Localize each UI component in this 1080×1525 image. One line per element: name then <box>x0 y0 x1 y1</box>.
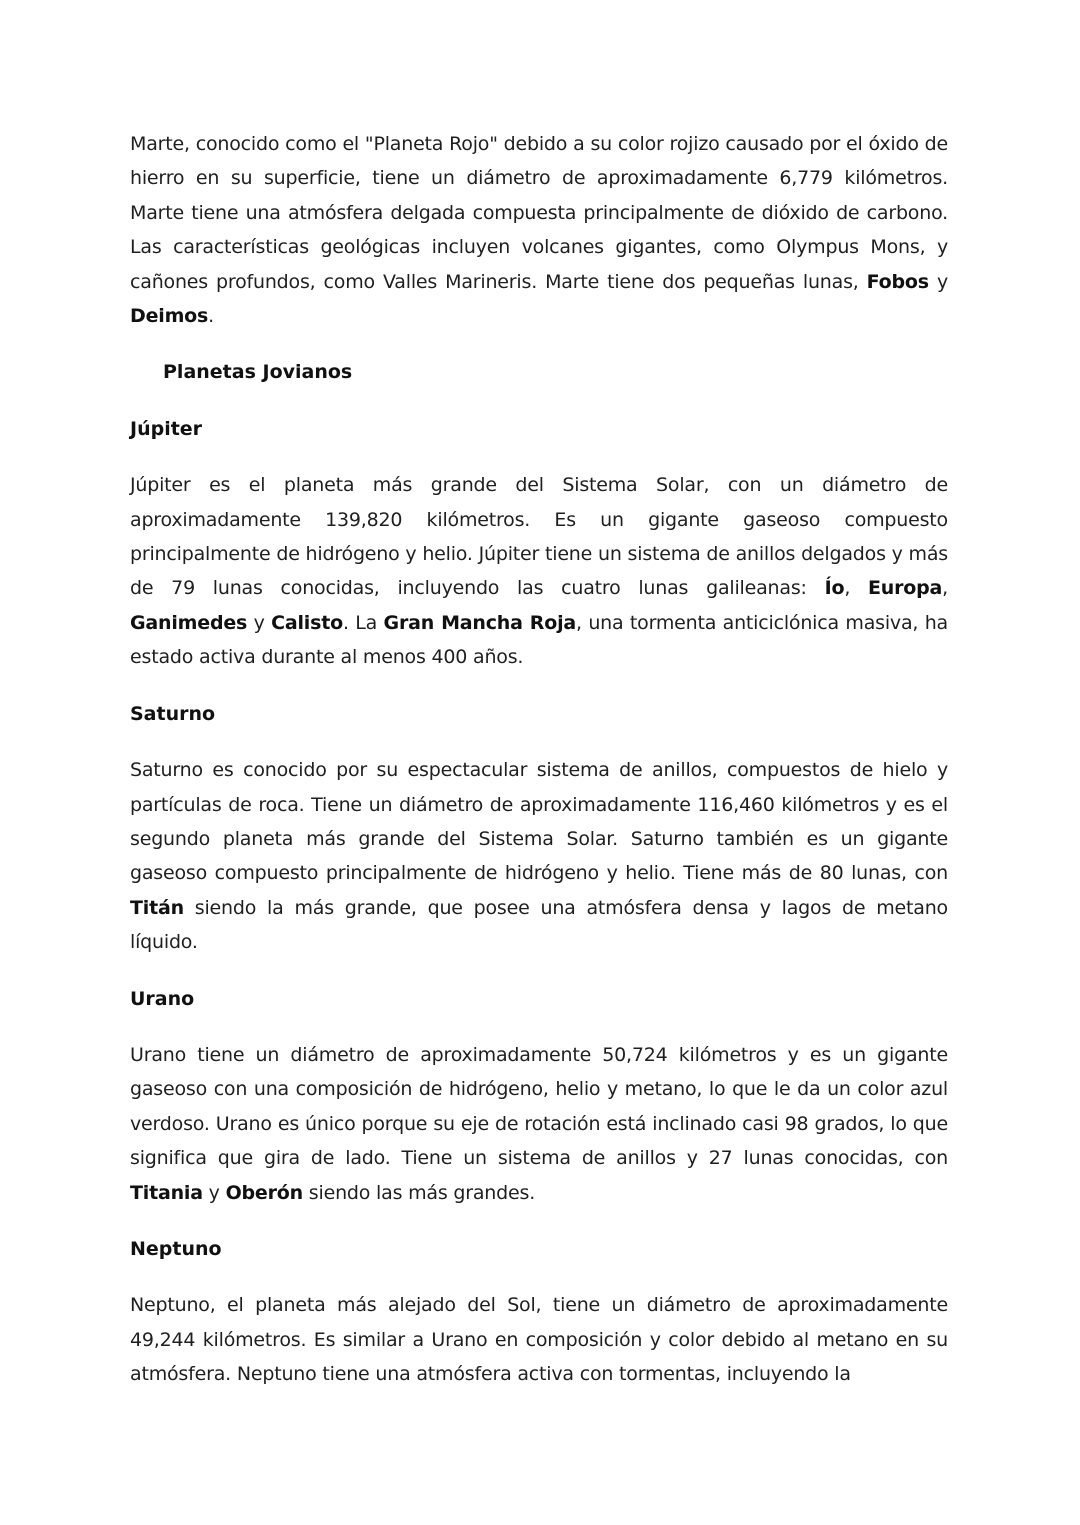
moon-io: Ío <box>824 577 845 600</box>
jupiter-paragraph <box>130 468 948 674</box>
conjunction: y <box>247 611 272 634</box>
heading-saturno: Saturno <box>130 702 216 725</box>
marte-text: Marte, conocido como el "Planeta Rojo" debido a su color rojizo causado por el óxido de hierro en su superficie, tiene un diámetro de aproximadamente 6,779 kilómetros. Marte tiene una atmósfera delgada compuesta principalmente de dióxido de carbono. Las características geológicas incluyen volcanes gigantes, como Olympus Mons, y cañones profundos, como Valles Marineris. Marte tiene dos pequeñas lunas, <box>130 133 948 293</box>
great-red-spot: Gran Mancha Roja <box>383 611 577 634</box>
saturno-paragraph <box>130 753 948 959</box>
moon-fobos: Fobos <box>866 270 929 293</box>
urano-text-end: siendo las más grandes. <box>302 1181 536 1204</box>
separator: , <box>844 577 869 600</box>
moon-europa: Europa <box>868 577 943 600</box>
moon-deimos: Deimos <box>130 305 209 328</box>
document-page <box>130 127 948 1392</box>
jupiter-text: Júpiter es el planeta más grande del Sistema Solar, con un diámetro de aproximadamente 139,820 kilómetros. Es un gigante gaseoso compuesto principalmente de hidrógeno y helio. Júpiter tiene un sistema de anillos delgados y más de 79 lunas conocidas, incluyendo las cuatro lunas galileanas: <box>130 474 948 600</box>
conjunction: y <box>202 1181 226 1204</box>
jupiter-text-mid: . La <box>342 611 384 634</box>
heading-jupiter: Júpiter <box>130 417 203 440</box>
saturno-text-end: siendo la más grande, que posee una atmósfera densa y lagos de metano líquido. <box>130 896 948 954</box>
saturno-text: Saturno es conocido por su espectacular sistema de anillos, compuestos de hielo y partículas de roca. Tiene un diámetro de aproximadamente 116,460 kilómetros y es el segundo planeta más grande del Sistema Solar. Saturno también es un gigante gaseoso compuesto principalmente de hidrógeno y helio. Tiene más de 80 lunas, con <box>130 759 948 885</box>
separator: , <box>942 577 949 600</box>
moon-calisto: Calisto <box>271 611 343 634</box>
urano-text: Urano tiene un diámetro de aproximadamente 50,724 kilómetros y es un gigante gaseoso con una composición de hidrógeno, helio y metano, lo que le da un color azul verdoso. Urano es único porque su eje de rotación está inclinado casi 98 grados, lo que significa que gira de lado. Tiene un sistema de anillos y 27 lunas conocidas, con <box>130 1043 948 1170</box>
moon-titan: Titán <box>130 896 184 919</box>
section-title-jovian-planets: Planetas Jovianos <box>163 361 353 384</box>
marte-paragraph <box>130 127 948 333</box>
heading-urano: Urano <box>130 987 195 1010</box>
moon-oberon: Oberón <box>225 1181 303 1204</box>
heading-neptuno: Neptuno <box>130 1237 222 1260</box>
moon-ganimedes: Ganimedes <box>130 611 248 634</box>
moon-titania: Titania <box>130 1181 203 1204</box>
conjunction: y <box>928 270 948 293</box>
jupiter-text-end: , una tormenta anticiclónica masiva, ha estado activa durante al menos 400 años. <box>130 611 948 669</box>
period: . <box>208 305 214 328</box>
neptuno-paragraph: Neptuno, el planeta más alejado del Sol, tiene un diámetro de aproximadamente 49,244 kilómetros. Es similar a Urano en composición y color debido al metano en su atmósfera. Neptuno tiene una atmósfera activa con tormentas, incluyendo la <box>130 1294 948 1386</box>
urano-paragraph <box>130 1038 948 1210</box>
